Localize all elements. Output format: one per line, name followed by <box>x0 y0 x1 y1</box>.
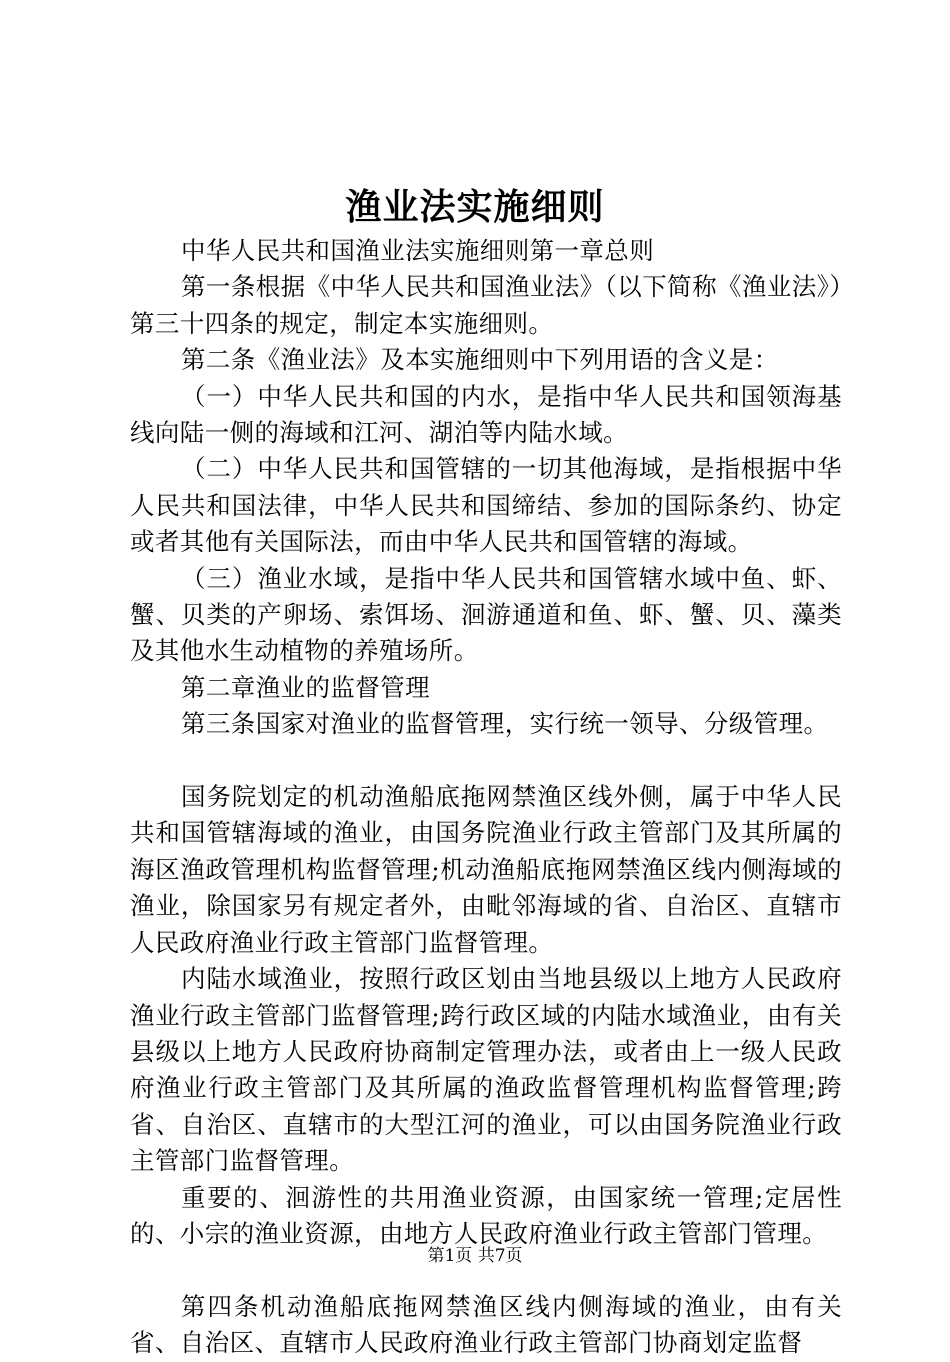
article-2-item-3: （三）渔业水域，是指中华人民共和国管辖水域中鱼、虾、蟹、贝类的产卵场、索饵场、洄游通道和鱼、虾、蟹、贝、藻类及其他水生动植物的养殖场所。 <box>130 563 842 666</box>
article-2-item-2: （二）中华人民共和国管辖的一切其他海域，是指根据中华人民共和国法律，中华人民共和国缔结、参加的国际条约、协定或者其他有关国际法，而由中华人民共和国管辖的海域。 <box>130 454 842 557</box>
document-body <box>130 233 842 1362</box>
article-3-paragraph-3: 内陆水域渔业，按照行政区划由当地县级以上地方人民政府渔业行政主管部门监督管理;跨行政区域的内陆水域渔业，由有关县级以上地方人民政府协商制定管理办法，或者由上一级人民政府渔业行政主管部门及其所属的渔政监督管理机构监督管理;跨省、自治区、直辖市的大型江河的渔业，可以由国务院渔业行政主管部门监督管理。 <box>130 964 842 1176</box>
blank-line <box>130 743 842 779</box>
article-3-paragraph-4: 重要的、洄游性的共用渔业资源，由国家统一管理;定居性的、小宗的渔业资源，由地方人民政府渔业行政主管部门管理。 <box>130 1182 842 1248</box>
article-3-paragraph-2: 国务院划定的机动渔船底拖网禁渔区线外侧，属于中华人民共和国管辖海域的渔业，由国务院渔业行政主管部门及其所属的海区渔政管理机构监督管理;机动渔船底拖网禁渔区线内侧海域的渔业，除国家另有规定者外，由毗邻海域的省、自治区、直辖市人民政府渔业行政主管部门监督管理。 <box>130 782 842 957</box>
chapter-one-heading: 中华人民共和国渔业法实施细则第一章总则 <box>181 236 655 265</box>
page-footer: 第1页 共7页 <box>427 1246 523 1266</box>
chapter-two-heading: 第二章渔业的监督管理 <box>181 672 430 702</box>
article-1: 第一条根据《中华人民共和国渔业法》（以下简称《渔业法》）第三十四条的规定，制定本实施细则。 <box>130 272 842 338</box>
article-2-item-1: （一）中华人民共和国的内水，是指中华人民共和国领海基线向陆一侧的海域和江河、湖泊等内陆水域。 <box>130 381 842 448</box>
article-4: 第四条机动渔船底拖网禁渔区线内侧海域的渔业，由有关省、自治区、直辖市人民政府渔业行政主管部门协商划定监督 <box>130 1291 842 1358</box>
document-title: 渔业法实施细则 <box>345 186 605 228</box>
article-3: 第三条国家对渔业的监督管理，实行统一领导、分级管理。 <box>181 709 829 739</box>
article-2: 第二条《渔业法》及本实施细则中下列用语的含义是： <box>181 345 779 375</box>
